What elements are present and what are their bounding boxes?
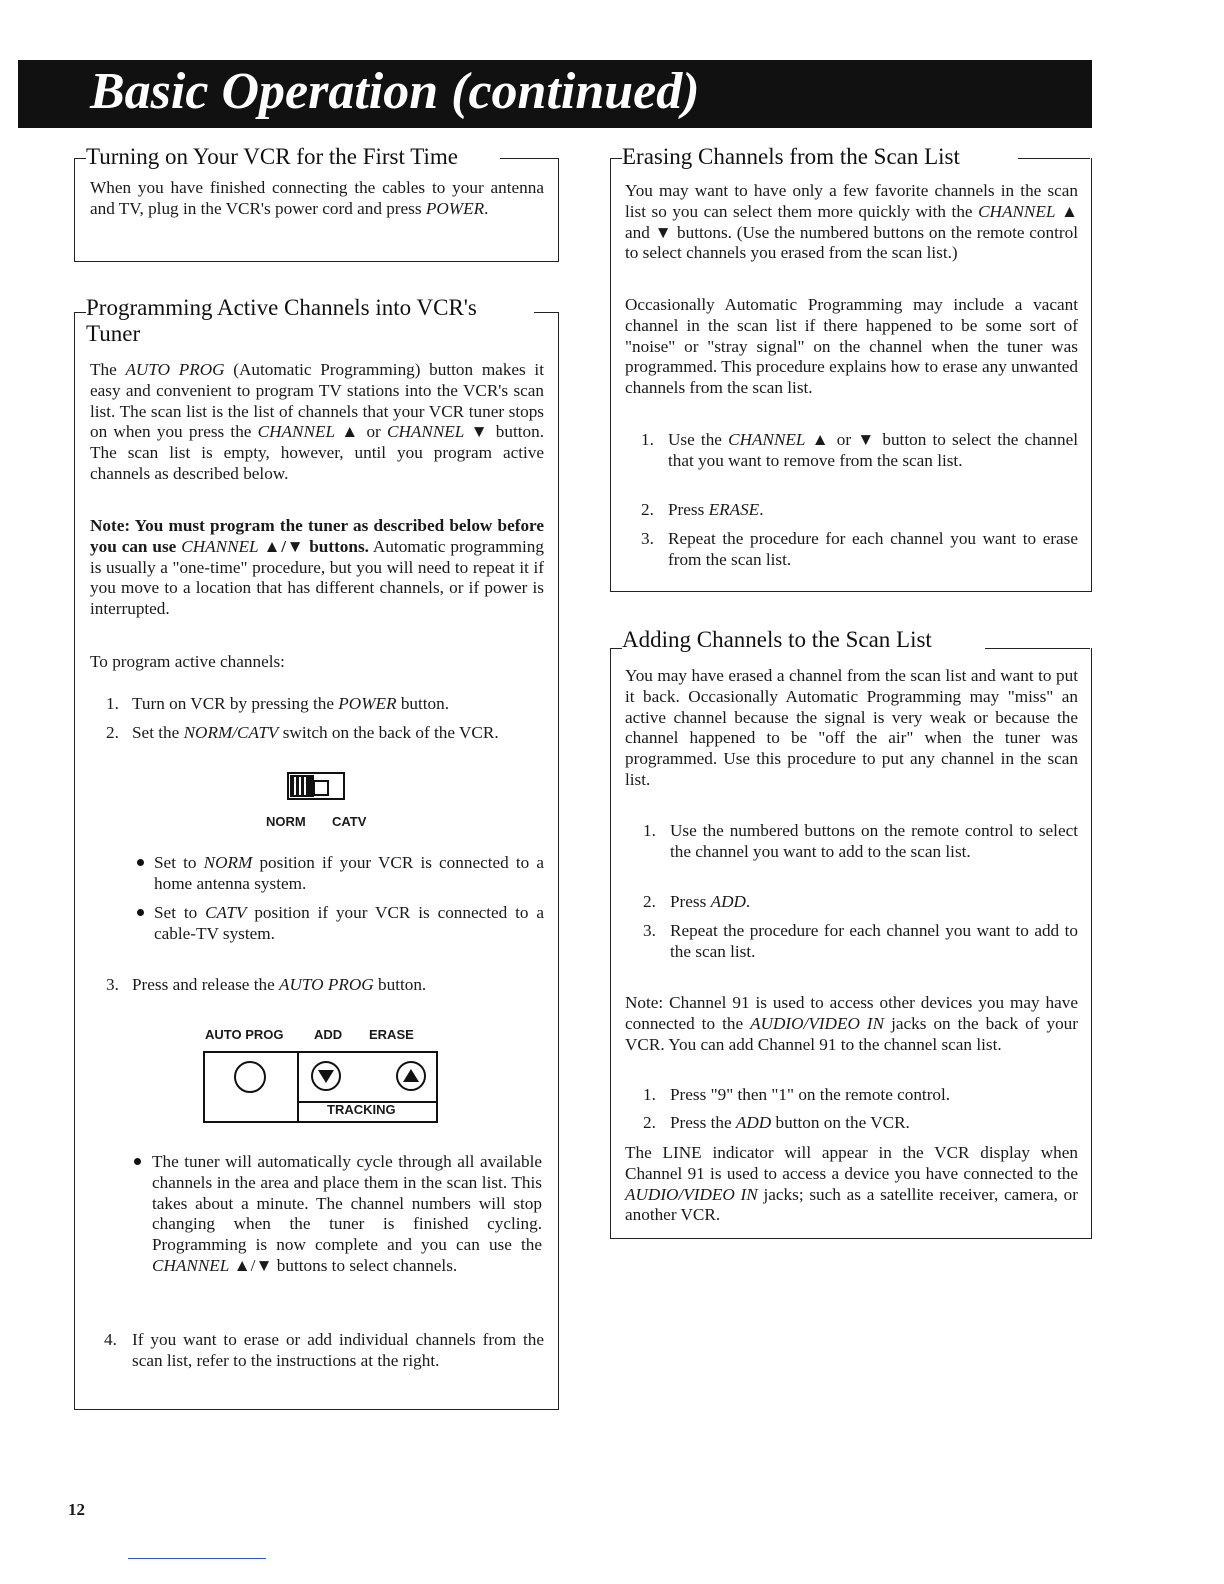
footer-rule bbox=[128, 1558, 266, 1559]
bullet-dot bbox=[137, 909, 144, 916]
page-title: Basic Operation (continued) bbox=[90, 63, 700, 120]
bullet-dot bbox=[137, 859, 144, 866]
erasing-step-1: 1. Use the CHANNEL ▲ or ▼ button to select the channel that you want to remove from the scan list. bbox=[641, 430, 1078, 470]
panel-label-auto-prog: AUTO PROG bbox=[205, 1027, 284, 1042]
panel-label-erase: ERASE bbox=[369, 1027, 414, 1042]
erasing-step-3: 3. Repeat the procedure for each channel you want to erase from the scan list. bbox=[641, 529, 1078, 569]
first-time-body: When you have finished connecting the cables to your antenna and TV, plug in the VCR's power cord and press POWER. bbox=[90, 178, 544, 218]
section-heading-first-time: Turning on Your VCR for the First Time bbox=[86, 143, 466, 171]
section-heading-erasing: Erasing Channels from the Scan List bbox=[622, 143, 968, 171]
panel-label-add: ADD bbox=[314, 1027, 343, 1042]
adding-step-3: 3. Repeat the procedure for each channel you want to add to the scan list. bbox=[643, 921, 1078, 961]
page-title-banner bbox=[18, 60, 1092, 128]
line-indicator-text: The LINE indicator will appear in the VCR display when Channel 91 is used to access a device you have connected to the AUDIO/VIDEO IN jacks; such as a satellite receiver, camera, or another VCR. bbox=[625, 1143, 1078, 1225]
norm-catv-switch-illustration bbox=[286, 770, 348, 804]
channel-91-step-2: 2. Press the ADD button on the VCR. bbox=[643, 1113, 910, 1132]
adding-step-1: 1. Use the numbered buttons on the remote control to select the channel you want to add to the scan list. bbox=[643, 821, 1078, 861]
bullet-dot bbox=[134, 1158, 141, 1165]
channel-91-step-1: 1. Press "9" then "1" on the remote control. bbox=[643, 1085, 951, 1104]
channel-91-note: Note: Channel 91 is used to access other devices you may have connected to the AUDIO/VIDEO IN jacks on the back of your VCR. You can add Channel 91 to the channel scan list. bbox=[625, 993, 1078, 1054]
vcr-button-panel-illustration bbox=[202, 1050, 440, 1126]
page-number: 12 bbox=[68, 1500, 85, 1519]
switch-label-norm: NORM bbox=[266, 814, 306, 829]
erasing-p1: You may want to have only a few favorite channels in the scan list so you can select them more quickly with the CHANNEL ▲ and ▼ buttons. (Use the numbered buttons on the remote control to select channels you erased from the scan list.) bbox=[625, 181, 1078, 263]
erasing-step-2: 2. Press ERASE. bbox=[641, 500, 764, 519]
step-2: 2. Set the NORM/CATV switch on the back of the VCR. bbox=[106, 723, 499, 742]
to-program-label: To program active channels: bbox=[90, 652, 285, 671]
adding-p1: You may have erased a channel from the scan list and want to put it back. Occasionally Automatic Programming may "miss" an active channel because the signal is very weak or because the channel happened to be "off the air" when the tuner was programmed. Use this procedure to put any channel in the scan list. bbox=[625, 666, 1078, 789]
panel-label-tracking: TRACKING bbox=[327, 1102, 396, 1117]
section-heading-adding: Adding Channels to the Scan List bbox=[622, 626, 940, 654]
switch-label-catv: CATV bbox=[332, 814, 367, 829]
bullet-catv: Set to CATV position if your VCR is connected to a cable-TV system. bbox=[154, 903, 544, 943]
erasing-p2: Occasionally Automatic Programming may include a vacant channel in the scan list if there happened to be some sort of "noise" or "stray signal" on the channel when the tuner was programmed. This procedure explains how to erase any unwanted channels from the scan list. bbox=[625, 295, 1078, 398]
bullet-tuner-cycle: The tuner will automatically cycle through all available channels in the area and place them in the scan list. This takes about a minute. The channel numbers will stop changing when the tuner is finished cycling. Programming is now complete and you can use the CHANNEL ▲/▼ buttons to select channels. bbox=[152, 1152, 542, 1275]
step-3: 3. Press and release the AUTO PROG button. bbox=[106, 975, 427, 994]
programming-intro: The AUTO PROG (Automatic Programming) button makes it easy and convenient to program TV stations into the VCR's scan list. The scan list is the list of channels that your VCR tuner stops on when you press the CHANNEL ▲ or CHANNEL ▼ button. The scan list is empty, however, until you program active channels as described below. bbox=[90, 360, 544, 483]
section-heading-programming: Programming Active Channels into VCR's Tuner bbox=[86, 295, 534, 347]
adding-step-2: 2. Press ADD. bbox=[643, 892, 751, 911]
step-1: 1. Turn on VCR by pressing the POWER button. bbox=[106, 694, 450, 713]
step-4: 4. If you want to erase or add individual channels from the scan list, refer to the instructions at the right. bbox=[104, 1330, 544, 1370]
bullet-norm: Set to NORM position if your VCR is connected to a home antenna system. bbox=[154, 853, 544, 893]
programming-note: Note: You must program the tuner as described below before you can use CHANNEL ▲/▼ buttons. Automatic programming is usually a "one-time" procedure, but you will need to repeat it if you move to a location that has different channels, or if power is interrupted. bbox=[90, 516, 544, 619]
